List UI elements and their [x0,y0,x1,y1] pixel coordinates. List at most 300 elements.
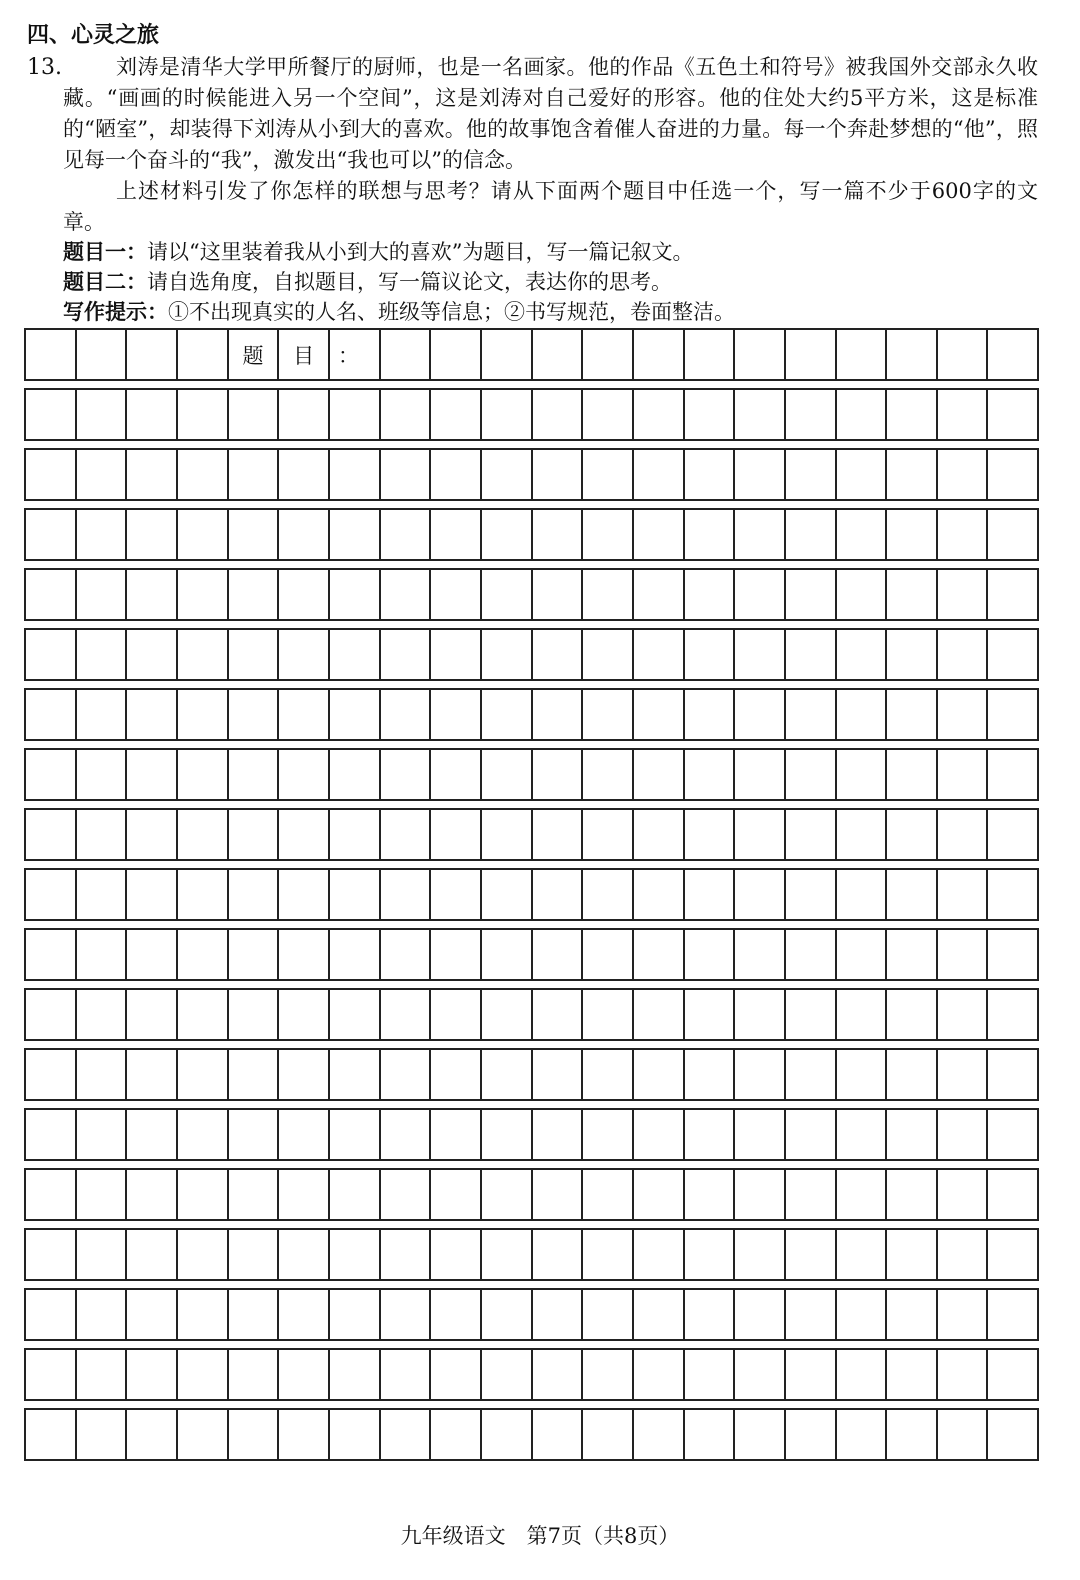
grid-cell[interactable] [735,690,786,739]
grid-cell[interactable] [938,510,989,559]
grid-cell[interactable] [837,750,888,799]
grid-cell[interactable] [634,1230,685,1279]
grid-cell[interactable] [127,1290,178,1339]
grid-cell[interactable] [583,1110,634,1159]
grid-cell[interactable] [330,1410,381,1459]
grid-cell[interactable] [685,750,736,799]
grid-cell[interactable] [837,870,888,919]
grid-cell[interactable] [887,870,938,919]
grid-cell[interactable] [634,990,685,1039]
grid-cell[interactable] [533,330,584,379]
grid-cell[interactable] [634,1110,685,1159]
grid-cell[interactable] [431,330,482,379]
grid-cell[interactable] [279,1230,330,1279]
grid-cell[interactable] [988,330,1039,379]
grid-cell[interactable] [381,1110,432,1159]
grid-cell[interactable] [685,330,736,379]
grid-cell[interactable] [77,1170,128,1219]
grid-cell[interactable] [482,390,533,439]
grid-cell[interactable] [837,930,888,979]
grid-cell[interactable] [583,510,634,559]
grid-cell[interactable] [127,1050,178,1099]
grid-cell[interactable] [533,450,584,499]
grid-cell[interactable] [735,1230,786,1279]
grid-cell[interactable] [381,870,432,919]
grid-cell[interactable] [229,930,280,979]
grid-cell[interactable] [583,330,634,379]
grid-cell[interactable] [330,1350,381,1399]
grid-cell[interactable] [26,930,77,979]
grid-cell[interactable] [938,1110,989,1159]
grid-cell[interactable] [988,1110,1039,1159]
grid-cell[interactable] [837,1110,888,1159]
grid-cell[interactable] [685,1410,736,1459]
grid-cell[interactable] [533,1170,584,1219]
grid-cell[interactable] [938,1230,989,1279]
grid-cell[interactable] [279,450,330,499]
grid-cell[interactable] [685,930,736,979]
grid-cell[interactable] [938,990,989,1039]
grid-cell[interactable] [735,990,786,1039]
grid-cell[interactable] [786,630,837,679]
grid-cell[interactable] [685,1230,736,1279]
grid-cell[interactable] [381,630,432,679]
grid-cell[interactable] [583,630,634,679]
grid-cell[interactable] [229,1290,280,1339]
grid-cell[interactable] [887,510,938,559]
grid-cell[interactable] [26,870,77,919]
grid-cell[interactable] [786,1170,837,1219]
grid-cell[interactable] [786,750,837,799]
grid-cell[interactable] [837,330,888,379]
grid-cell[interactable] [685,570,736,619]
grid-cell[interactable] [431,1050,482,1099]
grid-cell[interactable] [938,1050,989,1099]
grid-cell[interactable] [229,390,280,439]
grid-cell[interactable] [279,690,330,739]
grid-cell[interactable] [127,1230,178,1279]
grid-cell[interactable] [837,1050,888,1099]
grid-cell[interactable] [279,930,330,979]
grid-cell[interactable] [77,330,128,379]
grid-cell[interactable] [837,1410,888,1459]
grid-cell[interactable] [229,990,280,1039]
grid-cell[interactable] [583,750,634,799]
grid-cell[interactable] [533,810,584,859]
grid-cell[interactable] [178,390,229,439]
grid-cell[interactable] [533,570,584,619]
grid-cell[interactable] [229,1170,280,1219]
grid-cell[interactable] [229,750,280,799]
grid-cell[interactable] [77,1230,128,1279]
grid-cell[interactable] [988,630,1039,679]
grid-cell[interactable] [178,450,229,499]
grid-cell[interactable] [786,450,837,499]
grid-cell[interactable] [26,1170,77,1219]
grid-cell[interactable] [381,1350,432,1399]
grid-cell[interactable] [837,1230,888,1279]
grid-cell[interactable] [735,450,786,499]
grid-cell[interactable] [178,1110,229,1159]
grid-cell[interactable] [381,390,432,439]
grid-cell[interactable] [685,510,736,559]
grid-cell[interactable] [786,570,837,619]
grid-cell[interactable] [77,870,128,919]
grid-cell[interactable] [178,330,229,379]
grid-cell[interactable] [482,1110,533,1159]
grid-cell[interactable] [127,1170,178,1219]
grid-cell[interactable] [988,450,1039,499]
grid-cell[interactable] [26,1050,77,1099]
grid-cell[interactable] [583,1230,634,1279]
grid-cell[interactable] [837,630,888,679]
grid-cell[interactable] [178,750,229,799]
grid-cell[interactable] [634,750,685,799]
grid-cell[interactable] [735,930,786,979]
grid-cell[interactable] [735,870,786,919]
grid-cell[interactable] [938,870,989,919]
grid-cell[interactable] [482,930,533,979]
grid-cell[interactable] [938,330,989,379]
grid-title-cell[interactable]: 题 [229,330,280,379]
grid-cell[interactable] [26,630,77,679]
grid-cell[interactable] [381,810,432,859]
grid-cell[interactable] [786,1110,837,1159]
grid-cell[interactable] [988,930,1039,979]
grid-cell[interactable] [229,1050,280,1099]
grid-cell[interactable] [279,570,330,619]
grid-cell[interactable] [786,870,837,919]
grid-cell[interactable] [77,990,128,1039]
grid-cell[interactable] [634,630,685,679]
grid-cell[interactable] [685,810,736,859]
grid-cell[interactable] [685,1170,736,1219]
grid-cell[interactable] [887,570,938,619]
grid-cell[interactable] [786,990,837,1039]
grid-cell[interactable] [583,1050,634,1099]
grid-cell[interactable] [330,510,381,559]
grid-cell[interactable] [431,1110,482,1159]
grid-cell[interactable] [786,1290,837,1339]
answer-grid[interactable] [24,328,1039,1468]
grid-cell[interactable] [887,1050,938,1099]
grid-cell[interactable] [127,330,178,379]
grid-cell[interactable] [178,810,229,859]
grid-cell[interactable] [786,810,837,859]
grid-cell[interactable] [837,1350,888,1399]
grid-cell[interactable] [229,450,280,499]
grid-cell[interactable] [178,1410,229,1459]
grid-cell[interactable] [583,570,634,619]
grid-cell[interactable] [431,1230,482,1279]
grid-cell[interactable] [77,1350,128,1399]
grid-cell[interactable] [482,810,533,859]
grid-cell[interactable] [279,630,330,679]
grid-cell[interactable] [77,510,128,559]
grid-cell[interactable] [381,570,432,619]
grid-cell[interactable] [381,750,432,799]
grid-cell[interactable] [533,1350,584,1399]
grid-cell[interactable] [482,1290,533,1339]
grid-cell[interactable] [178,690,229,739]
grid-cell[interactable] [786,1410,837,1459]
grid-cell[interactable] [533,930,584,979]
grid-cell[interactable] [938,930,989,979]
grid-cell[interactable] [482,1170,533,1219]
grid-cell[interactable] [735,570,786,619]
grid-cell[interactable] [381,1410,432,1459]
grid-cell[interactable] [533,750,584,799]
grid-cell[interactable] [786,1230,837,1279]
grid-cell[interactable] [685,690,736,739]
grid-cell[interactable] [988,990,1039,1039]
grid-cell[interactable] [634,930,685,979]
grid-cell[interactable] [381,450,432,499]
grid-cell[interactable] [533,630,584,679]
grid-cell[interactable] [127,750,178,799]
grid-cell[interactable] [482,450,533,499]
grid-cell[interactable] [127,1410,178,1459]
grid-cell[interactable] [381,1290,432,1339]
grid-cell[interactable] [938,570,989,619]
grid-cell[interactable] [26,690,77,739]
grid-cell[interactable] [634,450,685,499]
grid-cell[interactable] [229,1350,280,1399]
grid-cell[interactable] [330,450,381,499]
grid-cell[interactable] [634,510,685,559]
grid-cell[interactable] [330,1230,381,1279]
grid-cell[interactable] [229,690,280,739]
grid-cell[interactable] [887,330,938,379]
grid-cell[interactable] [77,570,128,619]
grid-cell[interactable] [482,1050,533,1099]
grid-cell[interactable] [381,690,432,739]
grid-cell[interactable] [330,1050,381,1099]
grid-cell[interactable] [786,330,837,379]
grid-cell[interactable] [583,450,634,499]
grid-cell[interactable] [786,510,837,559]
grid-cell[interactable] [279,1050,330,1099]
grid-cell[interactable] [634,810,685,859]
grid-cell[interactable] [887,630,938,679]
grid-cell[interactable] [330,1170,381,1219]
grid-cell[interactable] [786,930,837,979]
grid-cell[interactable] [77,750,128,799]
grid-cell[interactable] [431,810,482,859]
grid-cell[interactable] [634,1290,685,1339]
grid-cell[interactable] [26,810,77,859]
grid-cell[interactable] [685,990,736,1039]
grid-cell[interactable] [533,390,584,439]
grid-cell[interactable] [77,1410,128,1459]
grid-cell[interactable] [431,510,482,559]
grid-cell[interactable] [938,630,989,679]
grid-cell[interactable] [887,1410,938,1459]
grid-cell[interactable] [229,870,280,919]
grid-cell[interactable] [431,1290,482,1339]
grid-cell[interactable] [887,930,938,979]
grid-cell[interactable] [26,1110,77,1159]
grid-cell[interactable] [77,1050,128,1099]
grid-cell[interactable] [127,390,178,439]
grid-cell[interactable] [229,810,280,859]
grid-cell[interactable] [229,1410,280,1459]
grid-cell[interactable] [837,570,888,619]
grid-cell[interactable] [837,1290,888,1339]
grid-cell[interactable] [279,1290,330,1339]
grid-cell[interactable] [229,630,280,679]
grid-cell[interactable] [988,1290,1039,1339]
grid-cell[interactable] [77,390,128,439]
grid-cell[interactable] [988,690,1039,739]
grid-cell[interactable] [837,390,888,439]
grid-cell[interactable] [938,750,989,799]
grid-cell[interactable] [26,1290,77,1339]
grid-cell[interactable] [127,510,178,559]
grid-cell[interactable] [482,870,533,919]
grid-cell[interactable] [431,1410,482,1459]
grid-cell[interactable] [685,1290,736,1339]
grid-cell[interactable] [127,450,178,499]
grid-cell[interactable] [735,1170,786,1219]
grid-cell[interactable] [279,990,330,1039]
grid-cell[interactable] [887,810,938,859]
grid-cell[interactable] [887,450,938,499]
grid-cell[interactable] [533,1050,584,1099]
grid-cell[interactable] [685,390,736,439]
grid-cell[interactable] [279,1350,330,1399]
grid-cell[interactable] [583,870,634,919]
grid-cell[interactable] [837,990,888,1039]
grid-cell[interactable] [431,570,482,619]
grid-cell[interactable] [887,1230,938,1279]
grid-cell[interactable] [381,1050,432,1099]
grid-cell[interactable] [381,1170,432,1219]
grid-cell[interactable] [127,1350,178,1399]
grid-cell[interactable] [482,510,533,559]
grid-cell[interactable] [178,630,229,679]
grid-cell[interactable] [431,870,482,919]
grid-cell[interactable] [77,630,128,679]
grid-cell[interactable] [988,1410,1039,1459]
grid-cell[interactable] [988,1230,1039,1279]
grid-cell[interactable] [634,690,685,739]
grid-cell[interactable] [685,1110,736,1159]
grid-cell[interactable] [533,990,584,1039]
grid-cell[interactable] [482,990,533,1039]
grid-cell[interactable] [26,330,77,379]
grid-cell[interactable] [938,1170,989,1219]
grid-cell[interactable] [127,630,178,679]
grid-cell[interactable] [26,390,77,439]
grid-cell[interactable] [26,990,77,1039]
grid-cell[interactable] [837,690,888,739]
grid-cell[interactable] [26,1410,77,1459]
grid-cell[interactable] [178,570,229,619]
grid-cell[interactable] [482,570,533,619]
grid-cell[interactable] [634,870,685,919]
grid-cell[interactable] [685,1350,736,1399]
grid-cell[interactable] [634,570,685,619]
grid-cell[interactable] [837,810,888,859]
grid-cell[interactable] [279,810,330,859]
grid-cell[interactable] [735,1410,786,1459]
grid-cell[interactable] [634,1170,685,1219]
grid-cell[interactable] [583,1350,634,1399]
grid-cell[interactable] [127,1110,178,1159]
grid-cell[interactable] [634,1350,685,1399]
grid-cell[interactable] [786,1050,837,1099]
grid-cell[interactable] [229,570,280,619]
grid-cell[interactable] [279,1110,330,1159]
grid-cell[interactable] [735,1290,786,1339]
grid-cell[interactable] [279,390,330,439]
grid-cell[interactable] [330,870,381,919]
grid-cell[interactable] [431,630,482,679]
grid-cell[interactable] [887,1290,938,1339]
grid-cell[interactable] [583,1290,634,1339]
grid-cell[interactable] [77,450,128,499]
grid-cell[interactable] [988,1350,1039,1399]
grid-cell[interactable] [229,1110,280,1159]
grid-cell[interactable] [381,330,432,379]
grid-cell[interactable] [482,330,533,379]
grid-cell[interactable] [887,390,938,439]
grid-cell[interactable] [178,930,229,979]
grid-cell[interactable] [685,450,736,499]
grid-cell[interactable] [229,510,280,559]
grid-cell[interactable] [330,390,381,439]
grid-cell[interactable] [330,630,381,679]
grid-cell[interactable] [533,690,584,739]
grid-cell[interactable] [330,1110,381,1159]
grid-cell[interactable] [735,810,786,859]
grid-cell[interactable] [127,930,178,979]
grid-cell[interactable] [583,990,634,1039]
grid-cell[interactable] [77,810,128,859]
grid-cell[interactable] [938,690,989,739]
grid-title-cell[interactable]: 目 [279,330,330,379]
grid-cell[interactable] [735,630,786,679]
grid-cell[interactable] [330,810,381,859]
grid-cell[interactable] [26,750,77,799]
grid-cell[interactable] [279,1410,330,1459]
grid-cell[interactable] [583,690,634,739]
grid-cell[interactable] [127,990,178,1039]
grid-cell[interactable] [583,1170,634,1219]
grid-cell[interactable] [887,750,938,799]
grid-cell[interactable] [330,1290,381,1339]
grid-cell[interactable] [178,990,229,1039]
grid-cell[interactable] [938,1290,989,1339]
grid-cell[interactable] [988,1170,1039,1219]
grid-cell[interactable] [279,1170,330,1219]
grid-cell[interactable] [431,690,482,739]
grid-cell[interactable] [837,510,888,559]
grid-cell[interactable] [988,390,1039,439]
grid-cell[interactable] [634,1410,685,1459]
grid-cell[interactable] [988,810,1039,859]
grid-cell[interactable] [634,390,685,439]
grid-cell[interactable] [786,690,837,739]
grid-cell[interactable] [735,330,786,379]
grid-cell[interactable] [482,750,533,799]
grid-cell[interactable] [735,390,786,439]
grid-cell[interactable] [533,1230,584,1279]
grid-cell[interactable] [583,930,634,979]
grid-cell[interactable] [330,570,381,619]
grid-cell[interactable] [533,510,584,559]
